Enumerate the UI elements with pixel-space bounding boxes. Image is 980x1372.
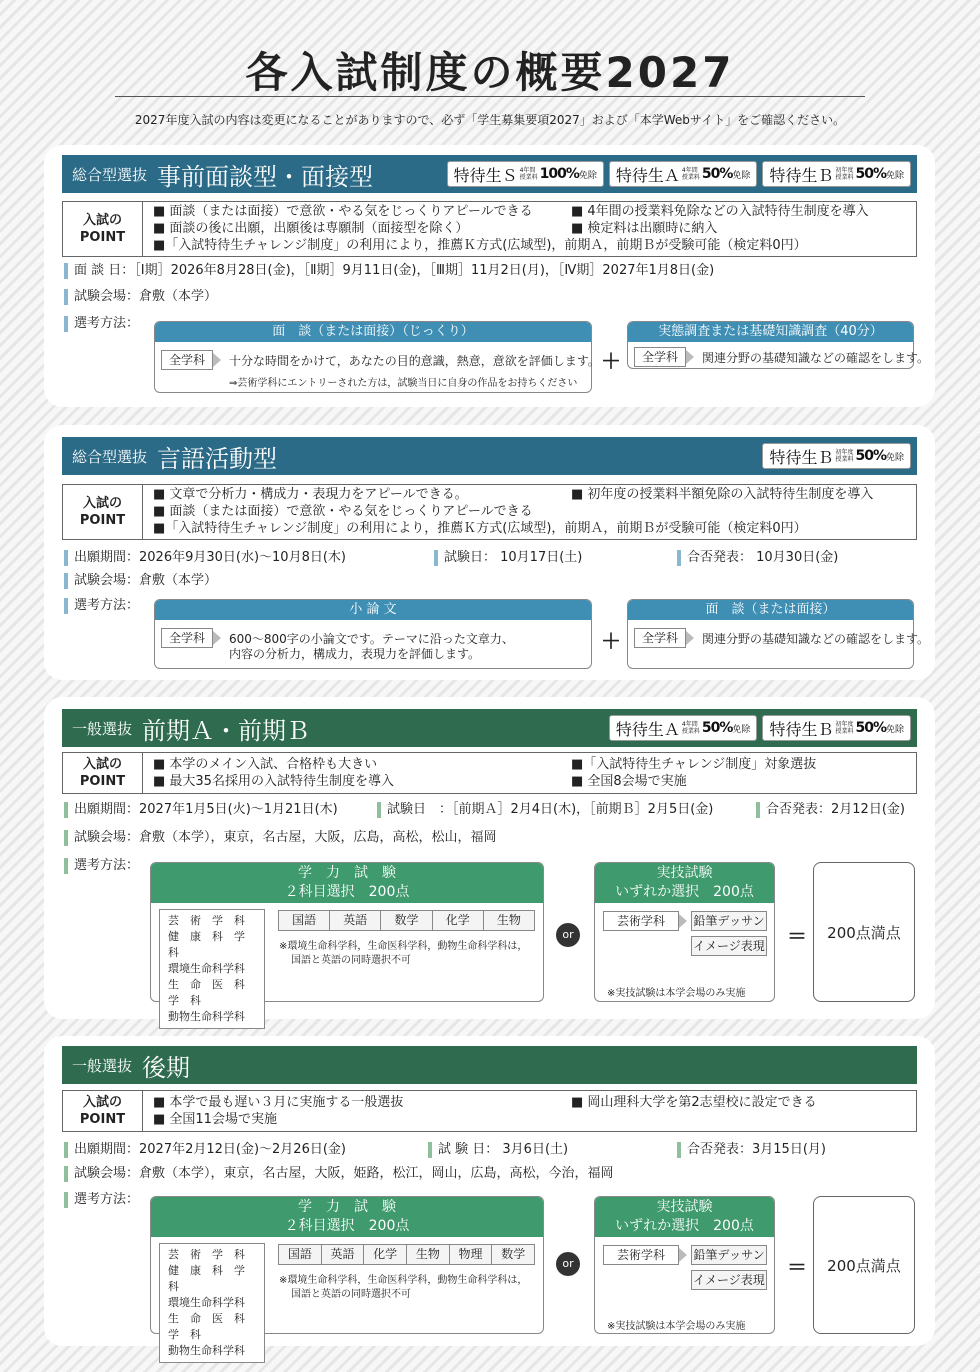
point-item: ■ 面談の後に出願，出願後は専願制（面接型を除く） <box>153 221 469 236</box>
point-item: ■ 検定料は出願時に納入 <box>571 221 718 236</box>
info-method: 選考方法： <box>64 598 139 614</box>
info-venue: 試験会場：倉敷（本学） <box>64 573 217 589</box>
section-header <box>62 437 917 475</box>
essay-box <box>154 599 592 669</box>
info-exam-date: 試験日： 10月17日(土) <box>434 550 582 566</box>
point-label: 入試の POINT <box>63 202 143 256</box>
section-category: 総合型選抜 <box>72 165 148 184</box>
subject-note: ※環境生命科学科，生命医科学科，動物生命科学科は， <box>279 941 528 952</box>
point-box <box>62 1090 917 1132</box>
dept-chip: 芸術学科 <box>603 1245 679 1265</box>
subject-item: 国語 <box>278 910 330 931</box>
equals-sign: ＝ <box>787 1255 807 1279</box>
info-result-date: 合否発表：3月15日(月) <box>677 1142 826 1158</box>
subject-note: 国語と英語の同時選択不可 <box>291 955 411 966</box>
point-item: ■ 最大35名採用の入試特待生制度を導入 <box>153 774 394 789</box>
point-item: ■「入試特待生チャレンジ制度」の利用により，推薦Ｋ方式(広域型)，前期Ａ，前期Ｂが受験可能（検定料0円） <box>153 238 807 253</box>
interview-box <box>627 599 930 669</box>
info-apply-period: 出願期間：2027年2月12日(金)〜2月26日(金) <box>64 1142 346 1158</box>
info-apply-period: 出願期間：2026年9月30日(水)〜10月8日(木) <box>64 550 346 566</box>
plus-sign: ＋ <box>601 629 621 653</box>
point-item: ■ 本学で最も遅い３月に実施する一般選抜 <box>153 1095 404 1110</box>
section-header <box>62 709 917 747</box>
info-result-date: 合否発表： 10月30日(金) <box>677 550 838 566</box>
info-venue: 試験会場：倉敷（本学），東京，名古屋，大阪，広島，高松，松山，福岡 <box>64 830 497 846</box>
point-item: ■ 全国11会場で実施 <box>153 1112 277 1127</box>
box-note: ⇒芸術学科にエントリーされた方は，試験当日に自身の作品をお持ちください <box>229 378 578 389</box>
info-method: 選考方法： <box>64 1192 139 1208</box>
section-card-kouki <box>44 1036 935 1357</box>
subject-item: 英語 <box>321 1244 365 1265</box>
dept-item: 芸 術 学 科 <box>168 914 245 927</box>
dept-chip: 芸術学科 <box>603 911 679 931</box>
info-exam-date: 試験日 ：［前期Ａ］2月4日(木)，［前期Ｂ］2月5日(金) <box>377 802 713 818</box>
point-list <box>143 753 916 793</box>
dept-item: 生 命 医 科 学 科 <box>168 1312 256 1341</box>
or-badge: or <box>556 1252 580 1276</box>
subject-note: ※環境生命科学科，生命医科学科，動物生命科学科は， <box>279 1275 528 1286</box>
section-header <box>62 1046 917 1084</box>
point-item: ■ 岡山理科大学を第2志望校に設定できる <box>571 1095 817 1110</box>
title-divider <box>115 96 865 97</box>
page-title: 各入試制度の概要2027 <box>245 48 735 97</box>
point-label: 入試の POINT <box>63 1091 143 1131</box>
dept-chip: 全学科 <box>634 628 686 648</box>
dept-item: 健 康 科 学 科 <box>168 1264 256 1293</box>
box-header: 実態調査または基礎知識調査（40分） <box>628 322 913 342</box>
section-card-jizen <box>44 145 935 407</box>
practical-option: 鉛筆デッサン <box>691 911 767 931</box>
subject-item: 物理 <box>449 1244 493 1265</box>
info-exam-date: 試 験 日： 3月6日(土) <box>428 1142 568 1158</box>
academic-test-box <box>150 1196 544 1357</box>
box-description: 十分な時間をかけて，あなたの目的意識，熱意，意欲を評価します。 <box>229 354 600 368</box>
badge-tokutai-a: 特待生Ａ 4年間 授業料 50% 免除 <box>609 161 758 187</box>
box-description: 関連分野の基礎知識などの確認をします。 <box>702 632 930 646</box>
info-method: 選考方法： <box>64 858 139 874</box>
section-title: 前期Ａ・前期Ｂ <box>142 716 311 745</box>
point-item: ■ 文章で分析力・構成力・表現力をアピールできる。 <box>153 487 468 502</box>
practical-note: ※実技試験は本学会場のみ実施 <box>607 988 746 999</box>
dept-list <box>159 1243 265 1363</box>
point-item: ■「入試特待生チャレンジ制度」の利用により，推薦Ｋ方式(広域型)，前期Ａ，前期Ｂが受験可能（検定料0円） <box>153 521 807 536</box>
or-badge: or <box>556 923 580 947</box>
notice-text: 2027年度入試の内容は変更になることがありますので、必ず「学生募集要項2027」および「本学Webサイト」をご確認ください。 <box>134 113 846 127</box>
section-category: 総合型選抜 <box>72 447 148 466</box>
point-item: ■ 面談（または面接）で意欲・やる気をじっくりアピールできる <box>153 204 533 219</box>
box-header: 小 論 文 <box>155 600 591 620</box>
info-venue: 試験会場：倉敷（本学），東京，名古屋，大阪，姫路，松江，岡山，広島，高松，今治，福岡 <box>64 1166 614 1182</box>
equals-sign: ＝ <box>787 924 807 948</box>
section-title: 事前面談型・面接型 <box>157 162 374 191</box>
point-list <box>143 1091 916 1131</box>
dept-item: 生 命 医 科 学 科 <box>168 978 256 1007</box>
dept-item: 芸 術 学 科 <box>168 1248 245 1261</box>
dept-item: 環境生命科学科 <box>168 962 245 975</box>
dept-chip: 全学科 <box>161 350 213 370</box>
practical-note: ※実技試験は本学会場のみ実施 <box>607 1321 746 1332</box>
box-note: 内容の分析力，構成力，表現力を評価します。 <box>229 647 481 661</box>
scholarship-badges <box>609 715 911 741</box>
subject-item: 数学 <box>380 910 432 931</box>
point-item: ■ 面談（または面接）で意欲・やる気をじっくりアピールできる <box>153 504 533 519</box>
practical-test-box <box>594 862 775 1002</box>
box-header: 面 談（または面接） <box>628 600 913 620</box>
total-score: 200点満点 <box>813 862 915 1002</box>
subject-item: 生物 <box>406 1244 450 1265</box>
info-venue: 試験会場：倉敷（本学） <box>64 289 217 305</box>
box-header: 学 力 試 験 ２科目選択 200点 <box>151 1197 543 1237</box>
section-category: 一般選抜 <box>72 719 133 738</box>
practical-option: 鉛筆デッサン <box>691 1245 767 1265</box>
subject-item: 生物 <box>483 910 535 931</box>
scholarship-badges <box>447 161 911 187</box>
subject-item: 化学 <box>363 1244 407 1265</box>
badge-tokutai-s: 特待生Ｓ 4年間 授業料 100% 免除 <box>447 161 604 187</box>
point-item: ■ 本学のメイン入試、合格枠も大きい <box>153 757 378 772</box>
section-header <box>62 155 917 193</box>
practical-option: イメージ表現 <box>691 1270 767 1290</box>
point-label: 入試の POINT <box>63 485 143 539</box>
info-apply-period: 出願期間：2027年1月5日(火)〜1月21日(木) <box>64 802 338 818</box>
subject-note: 国語と英語の同時選択不可 <box>291 1289 411 1300</box>
section-title: 後期 <box>142 1053 191 1082</box>
dept-item: 健 康 科 学 科 <box>168 930 256 959</box>
info-interview-date: 面 談 日：［Ⅰ期］2026年8月28日(金)，［Ⅱ期］9月11日(金)，［Ⅲ期］11月2日(月)，［Ⅳ期］2027年1月8日(金) <box>64 263 714 279</box>
point-item: ■ 初年度の授業料半額免除の入試特待生制度を導入 <box>571 487 874 502</box>
subject-item: 英語 <box>329 910 381 931</box>
dept-item: 動物生命科学科 <box>168 1344 245 1357</box>
point-item: ■ 全国8会場で実施 <box>571 774 687 789</box>
point-label: 入試の POINT <box>63 753 143 793</box>
box-description: 600〜800字の小論文です。テーマに沿った文章力、 <box>229 632 514 646</box>
total-score: 200点満点 <box>813 1196 915 1334</box>
box-description: 関連分野の基礎知識などの確認をします。 <box>702 351 930 365</box>
section-category: 一般選抜 <box>72 1056 133 1075</box>
box-header: 実技試験 いずれか選択 200点 <box>595 1197 774 1237</box>
point-box <box>62 752 917 794</box>
info-method: 選考方法： <box>64 316 139 332</box>
subject-list <box>279 1244 535 1265</box>
subject-item: 数学 <box>491 1244 535 1265</box>
box-header: 面 談（または面接）（じっくり） <box>155 322 591 342</box>
badge-tokutai-b: 特待生Ｂ 初年度 授業料 50% 免除 <box>762 161 911 187</box>
plus-sign: ＋ <box>601 349 621 373</box>
section-card-zenki <box>44 697 935 1023</box>
practical-test-box <box>594 1196 775 1334</box>
badge-tokutai-b: 特待生Ｂ 初年度 授業料 50% 免除 <box>762 443 911 469</box>
point-box <box>62 201 917 257</box>
scholarship-badges <box>762 443 911 469</box>
dept-item: 動物生命科学科 <box>168 1010 245 1023</box>
point-list <box>143 202 916 256</box>
point-box <box>62 484 917 540</box>
point-list <box>143 485 916 539</box>
subject-item: 化学 <box>432 910 484 931</box>
box-header: 実技試験 いずれか選択 200点 <box>595 863 774 903</box>
interview-box <box>154 321 600 393</box>
badge-tokutai-b: 特待生Ｂ 初年度 授業料 50% 免除 <box>762 715 911 741</box>
badge-tokutai-a: 特待生Ａ 4年間 授業料 50% 免除 <box>609 715 758 741</box>
subject-item: 国語 <box>278 1244 322 1265</box>
dept-chip: 全学科 <box>161 628 213 648</box>
practical-option: イメージ表現 <box>691 936 767 956</box>
point-item: ■「入試特待生チャレンジ制度」対象選抜 <box>571 757 817 772</box>
point-item: ■ 4年間の授業料免除などの入試特待生制度を導入 <box>571 204 869 219</box>
survey-box <box>627 321 930 369</box>
section-card-gengo <box>44 425 935 680</box>
section-title: 言語活動型 <box>157 444 278 473</box>
box-header: 学 力 試 験 ２科目選択 200点 <box>151 863 543 903</box>
dept-chip: 全学科 <box>634 347 686 367</box>
subject-list <box>279 910 535 931</box>
dept-list <box>159 909 265 1029</box>
academic-test-box <box>150 862 544 1023</box>
dept-item: 環境生命科学科 <box>168 1296 245 1309</box>
info-result-date: 合否発表：2月12日(金) <box>756 802 905 818</box>
